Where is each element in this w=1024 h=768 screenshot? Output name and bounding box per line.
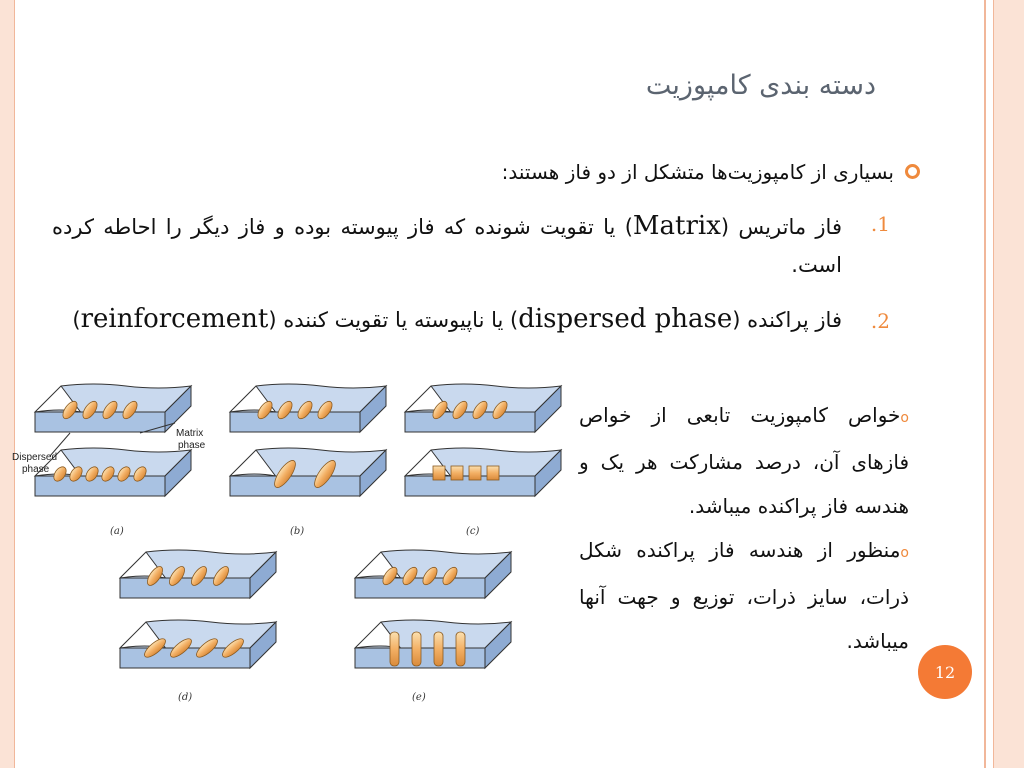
caption-e: (e) — [412, 692, 426, 703]
item-1-text-a: فاز ماتریس ( — [720, 215, 842, 239]
matrix-slab — [120, 620, 276, 668]
caption-b: (b) — [290, 526, 305, 537]
side-paragraph-2-text: منظور از هندسه فاز پراکنده شکل ذرات، سایز ذرات، توزیع و جهت آنها میباشد. — [579, 538, 909, 653]
slide-title: دسته بندی کامپوزیت — [645, 70, 876, 101]
item-2-latin-2: reinforcement — [80, 304, 269, 334]
item-2-latin: dispersed phase — [518, 304, 733, 334]
numbered-item-1 — [52, 207, 842, 284]
vertical-fiber — [390, 632, 399, 666]
page-number-badge: 12 — [918, 645, 972, 699]
dispersed-label-1: Dispersed — [12, 452, 58, 463]
vertical-fiber — [456, 632, 465, 666]
item-number-2: .2 — [870, 309, 890, 333]
item-2-text-a: فاز پراکنده ( — [732, 308, 842, 332]
item-2-text-c: ) — [72, 308, 81, 332]
item-1-text-b: ) یا تقویت شونده که فاز پیوسته بوده و فاز دیگر را احاطه کرده است. — [52, 215, 842, 277]
right-border-line — [984, 0, 986, 768]
matrix-label-2: phase — [178, 440, 206, 451]
cube-particle — [433, 466, 445, 480]
intro-bullet-text: بسیاری از کامپوزیت‌ها متشکل از دو فاز هستند: — [501, 160, 894, 184]
matrix-slab — [230, 448, 386, 496]
cube-particle — [451, 466, 463, 480]
matrix-label-1: Matrix — [176, 428, 204, 439]
cube-particle — [469, 466, 481, 480]
item-2-text-b: ) یا ناپیوسته یا تقویت کننده ( — [268, 308, 519, 332]
side-paragraphs — [579, 393, 909, 663]
vertical-fiber — [434, 632, 443, 666]
small-ring-icon: o — [900, 410, 909, 426]
composite-figure-svg — [10, 378, 570, 708]
right-border-stripe — [993, 0, 1024, 768]
caption-a: (a) — [110, 526, 124, 537]
intro-bullet — [194, 160, 894, 184]
side-paragraph-1-text: خواص کامپوزیت تابعی از خواص فازهای آن، درصد مشارکت هر یک و هندسه فاز پراکنده میباشد. — [579, 403, 909, 518]
matrix-slab — [355, 620, 511, 668]
vertical-fiber — [412, 632, 421, 666]
matrix-slab — [405, 448, 561, 496]
side-paragraph-2 — [579, 528, 909, 663]
cube-particle — [487, 466, 499, 480]
small-ring-icon: o — [900, 545, 909, 561]
item-1-latin: Matrix — [632, 211, 721, 241]
caption-d: (d) — [178, 692, 193, 703]
item-number-1: .1 — [870, 212, 890, 236]
numbered-item-2 — [52, 300, 842, 339]
composite-geometry-figure — [10, 378, 570, 708]
side-paragraph-1 — [579, 393, 909, 528]
caption-c: (c) — [466, 526, 480, 537]
dispersed-label-2: phase — [22, 464, 50, 475]
bullet-ring-icon — [905, 164, 920, 179]
